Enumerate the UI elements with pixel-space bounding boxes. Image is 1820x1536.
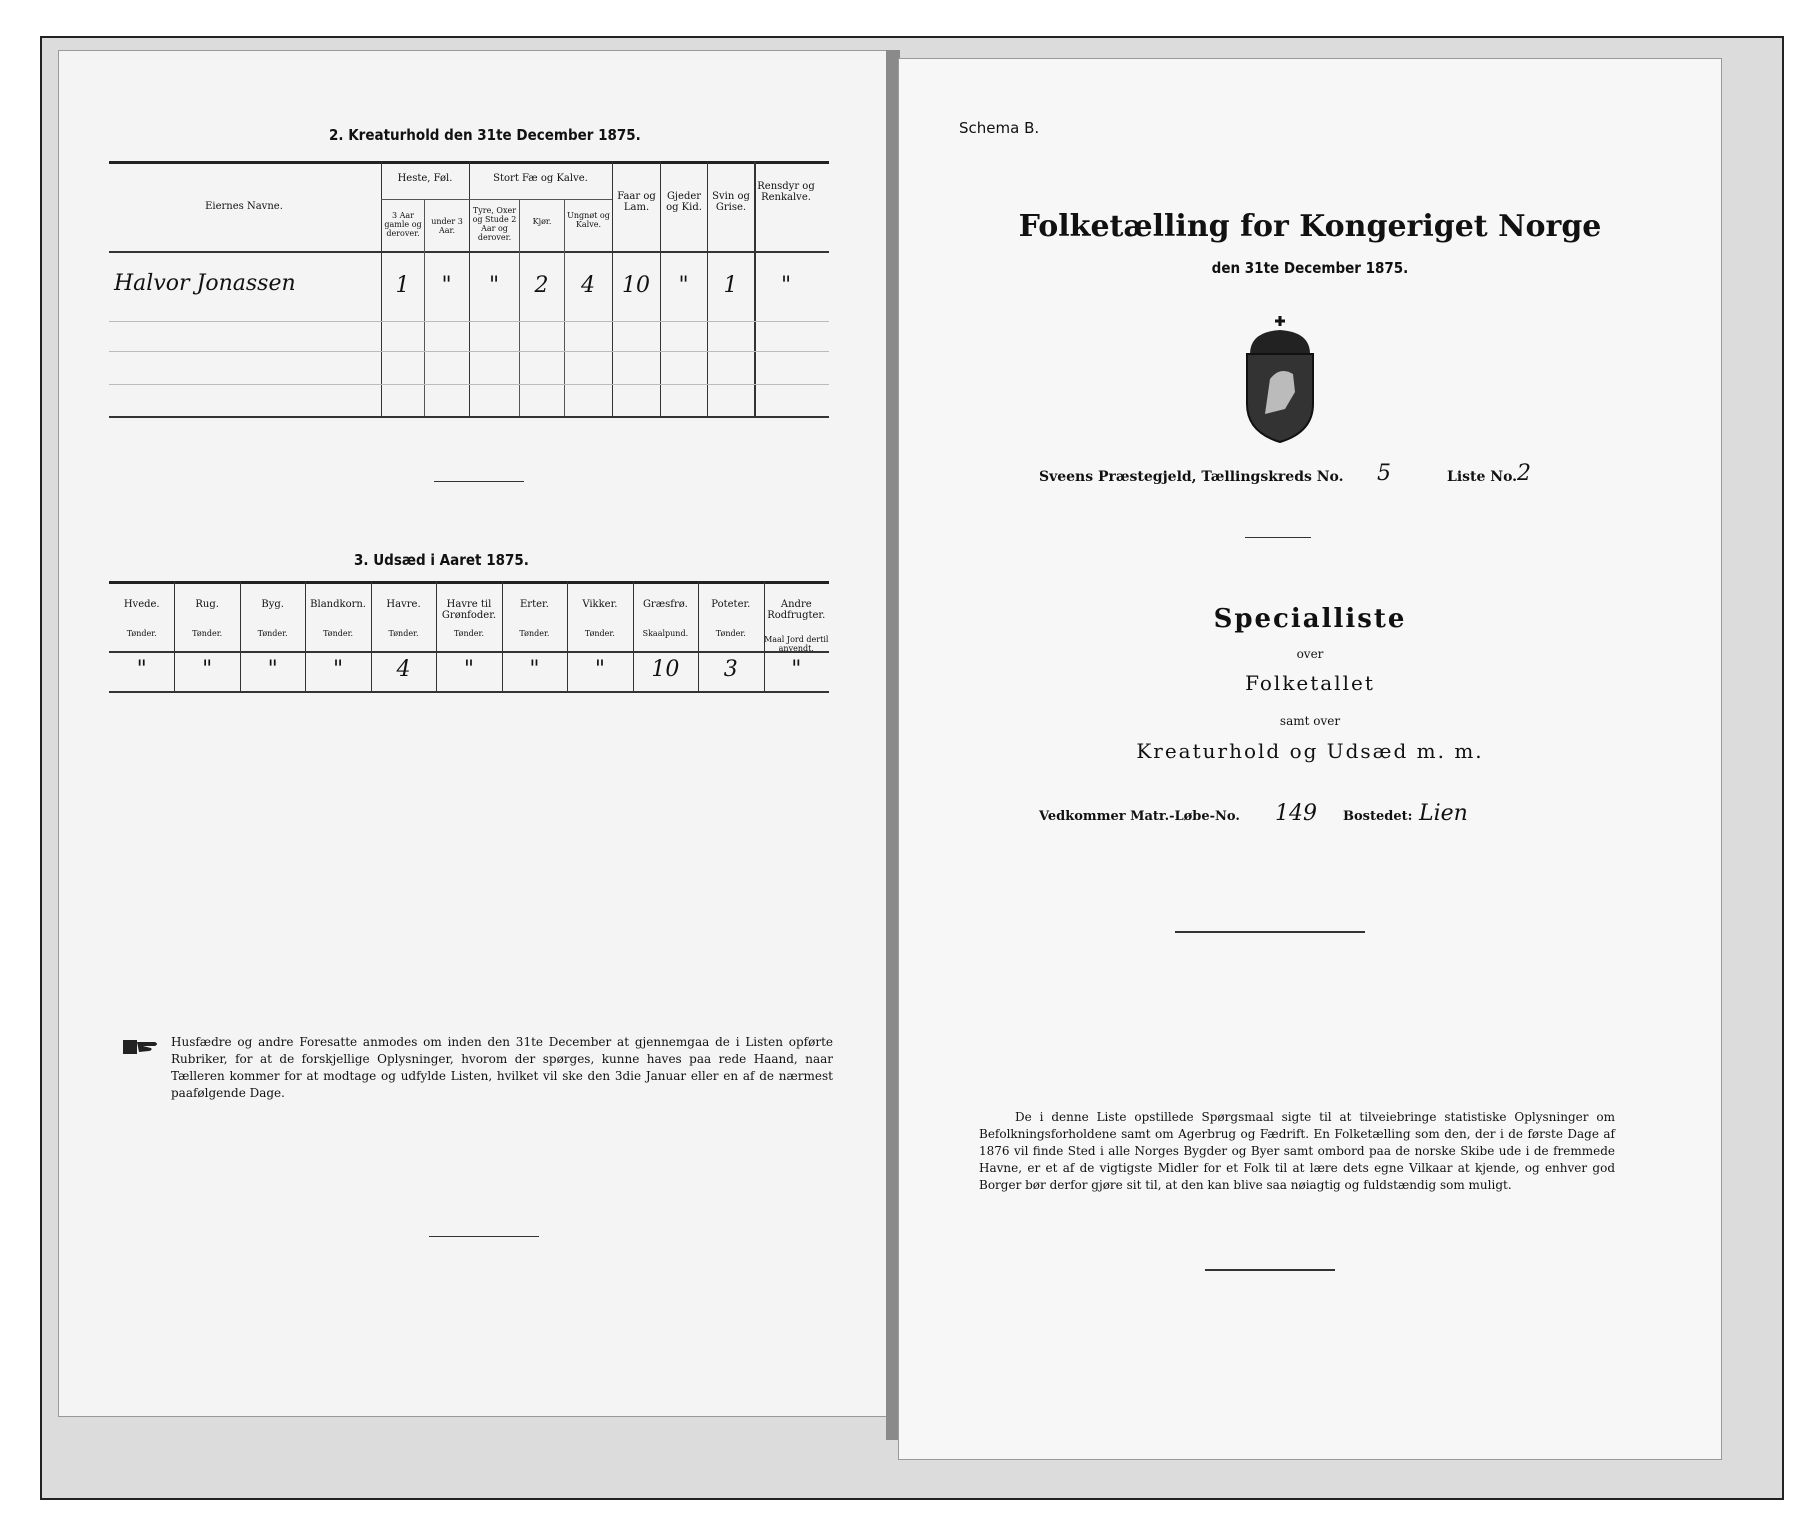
bosted-label: Bostedet:: [1343, 809, 1413, 824]
section2-title: 2. Kreaturhold den 31te December 1875.: [329, 126, 641, 144]
divider: [1175, 931, 1365, 933]
udsaed-value: ": [333, 657, 344, 682]
main-title: Folketælling for Kongeriget Norge: [1018, 209, 1602, 244]
col-young-cattle: Ungnøt og Kalve.: [567, 211, 610, 229]
value-cell: 1: [723, 273, 738, 298]
col-goats: Gjeder og Kid.: [666, 191, 702, 213]
udsaed-unit: Maal Jord dertil anvendt.: [764, 635, 829, 653]
udsaed-unit: Tønder.: [584, 629, 615, 638]
subtitle: den 31te December 1875.: [1211, 259, 1409, 277]
row-line: [109, 351, 829, 352]
list-label: Liste No.: [1447, 469, 1518, 485]
section3-title: 3. Udsæd i Aaret 1875.: [354, 551, 529, 569]
col-sheep: Faar og Lam.: [617, 191, 656, 213]
udsaed-value: ": [267, 657, 278, 682]
parish-label: Sveens Præstegjeld, Tællingskreds No.: [1039, 469, 1344, 485]
right-page: [898, 58, 1722, 1460]
bosted-value: Lien: [1419, 801, 1468, 826]
value-cell: 10: [622, 273, 650, 298]
rule: [109, 691, 829, 693]
owner-name: Halvor Jonassen: [114, 271, 296, 296]
udsaed-value: 10: [651, 657, 680, 682]
row-line: [109, 321, 829, 322]
udsaed-unit: Tønder.: [126, 629, 157, 638]
samt-over: samt over: [1279, 714, 1341, 728]
left-page: [58, 50, 890, 1417]
value-cell: 4: [581, 273, 595, 298]
udsaed-unit: Tønder.: [388, 629, 419, 638]
value-cell: ": [488, 273, 500, 298]
udsaed-value: ": [202, 657, 213, 682]
rule: [109, 651, 829, 653]
col-horses-young: under 3 Aar.: [431, 217, 463, 235]
matr-no: 149: [1275, 801, 1317, 826]
udsaed-value: ": [136, 657, 147, 682]
value-cell: ": [441, 273, 452, 298]
udsaed-unit: Tønder.: [257, 629, 288, 638]
udsaed-header: Rug.: [195, 599, 219, 610]
col-reindeer: Rensdyr og Renkalve.: [757, 181, 815, 203]
divider: [1205, 1269, 1335, 1271]
udsaed-header: Hvede.: [123, 599, 160, 610]
row-line: [109, 384, 829, 385]
udsaed-unit: Tønder.: [192, 629, 223, 638]
cattle-group: Stort Fæ og Kalve.: [493, 173, 588, 184]
coat-of-arms-icon: [1235, 314, 1325, 444]
udsaed-value: 4: [396, 657, 411, 682]
udsaed-header: Græsfrø.: [642, 599, 688, 610]
udsaed-header: Andre Rodfrugter.: [767, 599, 826, 621]
pointing-hand-icon: [121, 1036, 161, 1058]
udsaed-unit: Tønder.: [715, 629, 746, 638]
value-cell: ": [780, 273, 792, 298]
owner-header: Eiernes Navne.: [205, 201, 283, 212]
udsaed-unit: Tønder.: [323, 629, 354, 638]
over-text: over: [1296, 647, 1324, 661]
udsaed-unit: Tønder.: [453, 629, 484, 638]
rule: [381, 199, 612, 200]
udsaed-value: 3: [723, 657, 738, 682]
udsaed-value: ": [463, 657, 475, 682]
udsaed-header: Byg.: [261, 599, 284, 610]
udsaed-unit: Skaalpund.: [642, 629, 689, 638]
district-no: 5: [1377, 461, 1391, 486]
col-horses-old: 3 Aar gamle og derover.: [384, 211, 422, 238]
horses-group: Heste, Føl.: [397, 173, 453, 184]
right-notice: De i denne Liste opstillede Spørgsmaal sigte til at tilveiebringe statistiske Oplysninger om Befolkningsforholdene samt om Agerbrug og Fædrift. En Folketælling som den, der i de første Dage af 1876 vil finde Sted i alle Norges Bygder og Byer samt ombord paa de norske Skibe ude i de fremmede Havne, er et af de vigtigste Midler for et Folk til at lære dets egne Vilkaar at kjende, og enhver god Borger bør derfor gjøre sit til, at den kan blive saa nøiagtig og fuldstændig som muligt.: [979, 1110, 1615, 1192]
udsaed-unit: Tønder.: [519, 629, 550, 638]
value-cell: 1: [395, 273, 410, 298]
udsaed-header: Havre til Grønfoder.: [441, 599, 497, 621]
udsaed-value: ": [791, 657, 802, 682]
folketallet: Folketallet: [1245, 671, 1375, 695]
udsaed-header: Blandkorn.: [310, 599, 366, 610]
col-bulls: Tyre, Oxer og Stude 2 Aar og derover.: [472, 206, 517, 242]
schema-label: Schema B.: [959, 119, 1040, 137]
list-no: 2: [1517, 461, 1531, 486]
value-cell: 2: [534, 273, 549, 298]
udsaed-header: Erter.: [520, 599, 549, 610]
rule: [109, 416, 829, 418]
udsaed-header: Poteter.: [711, 599, 751, 610]
rule: [109, 581, 829, 584]
divider: [429, 1236, 539, 1237]
left-notice: Husfædre og andre Foresatte anmodes om inden den 31te December at gjennemgaa de i Listen opførte Rubriker, for at de forskjellige Oplysninger, hvorom der spørges, kunne haves paa rede Haand, naar Tælleren kommer for at modtage og udfylde Listen, hvilket vil ske den 3die Januar eller en af de nærmest paafølgende Dage.: [171, 1035, 833, 1100]
value-cell: ": [678, 273, 689, 298]
udsaed-value: ": [594, 657, 605, 682]
udsaed-header: Havre.: [386, 599, 421, 610]
col-cows: Kjør.: [532, 217, 552, 226]
matr-label: Vedkommer Matr.-Løbe-No.: [1039, 809, 1240, 824]
kreatur-title: Kreaturhold og Udsæd m. m.: [1136, 739, 1484, 763]
divider: [1245, 537, 1311, 538]
special-title: Specialliste: [1213, 604, 1407, 634]
udsaed-value: ": [529, 657, 540, 682]
divider: [434, 481, 524, 482]
col-pigs: Svin og Grise.: [712, 191, 750, 213]
udsaed-header: Vikker.: [582, 599, 618, 610]
